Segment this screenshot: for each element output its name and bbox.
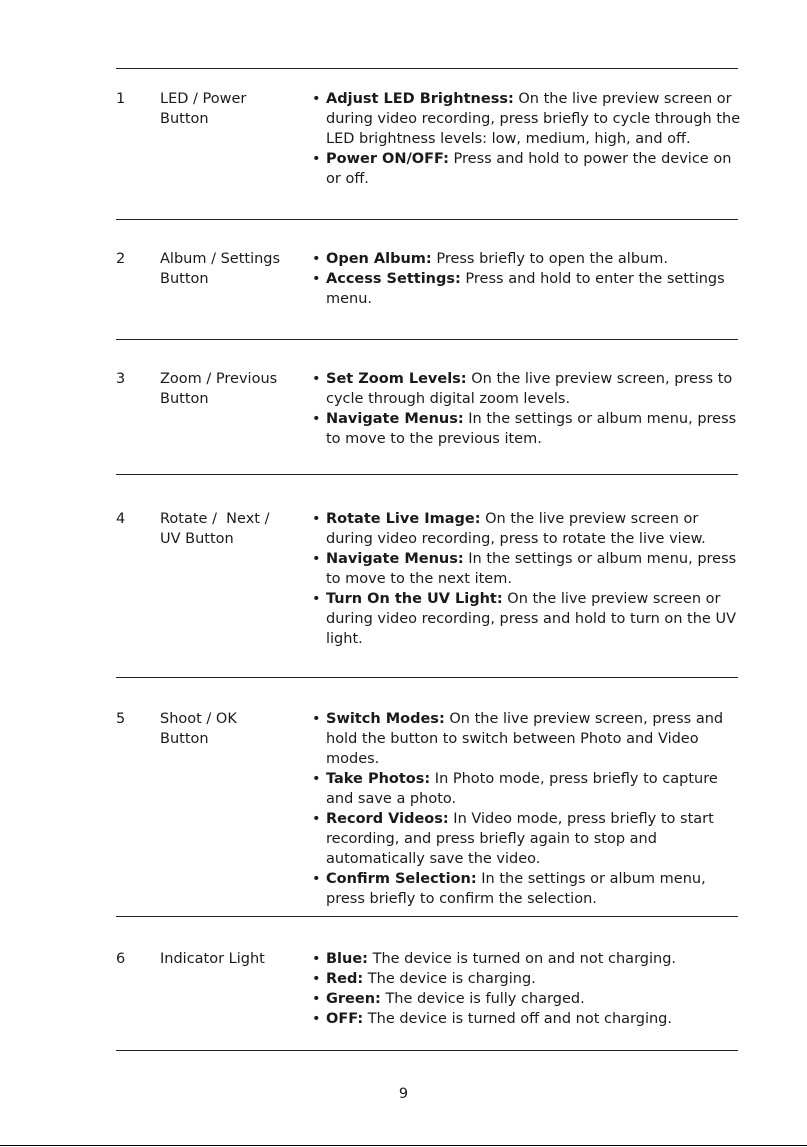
function-list (312, 249, 744, 309)
page-number: 9 (398, 1086, 409, 1102)
list-item: • Navigate Menus: In the settings or album menu, press to move to the next item. (312, 549, 744, 589)
list-item: • Confirm Selection: In the settings or album menu, press briefly to confirm the selection. (312, 869, 744, 909)
list-item: • Set Zoom Levels: On the live preview screen, press to cycle through digital zoom levels. (312, 369, 744, 409)
button-name: LED / Power Button (160, 91, 247, 127)
list-item: • Red: The device is charging. (312, 969, 744, 989)
row-divider (116, 677, 738, 678)
function-list (312, 89, 744, 189)
row-divider (116, 219, 738, 220)
row-number: 6 (116, 951, 126, 967)
button-name: Album / Settings Button (160, 251, 281, 287)
button-name: Zoom / Previous Button (160, 371, 278, 407)
row-divider (116, 916, 738, 917)
list-item: • Rotate Live Image: On the live preview screen or during video recording, press to rotate the live view. (312, 509, 744, 549)
row-number: 1 (116, 91, 126, 107)
list-item: • OFF: The device is turned off and not charging. (312, 1009, 744, 1029)
row-number: 3 (116, 371, 126, 387)
list-item: • Blue: The device is turned on and not charging. (312, 949, 744, 969)
list-item: • Turn On the UV Light: On the live preview screen or during video recording, press and hold to turn on the UV light. (312, 589, 744, 649)
function-list (312, 949, 744, 1029)
list-item: • Record Videos: In Video mode, press briefly to start recording, and press briefly again to stop and automatically save the video. (312, 809, 744, 869)
list-item: • Open Album: Press briefly to open the album. (312, 249, 744, 269)
list-item: • Adjust LED Brightness: On the live preview screen or during video recording, press briefly to cycle through the LED brightness levels: low, medium, high, and off. (312, 89, 744, 149)
function-list (312, 369, 744, 449)
list-item: • Access Settings: Press and hold to enter the settings menu. (312, 269, 744, 309)
row-number: 5 (116, 711, 126, 727)
table-top-rule (116, 68, 738, 69)
list-item: • Take Photos: In Photo mode, press briefly to capture and save a photo. (312, 769, 744, 809)
button-name: Shoot / OK Button (160, 711, 237, 747)
list-item: • Green: The device is fully charged. (312, 989, 744, 1009)
row-number: 4 (116, 511, 126, 527)
row-divider (116, 339, 738, 340)
button-name: Indicator Light (160, 951, 265, 967)
page-bottom-edge (0, 1145, 807, 1146)
list-item: • Power ON/OFF: Press and hold to power the device on or off. (312, 149, 744, 189)
button-name: Rotate / Next / UV Button (160, 511, 270, 547)
function-list (312, 709, 744, 909)
list-item: • Navigate Menus: In the settings or album menu, press to move to the previous item. (312, 409, 744, 449)
table-bottom-rule (116, 1050, 738, 1051)
function-list (312, 509, 744, 649)
row-divider (116, 474, 738, 475)
list-item: • Switch Modes: On the live preview screen, press and hold the button to switch between Photo and Video modes. (312, 709, 744, 769)
row-number: 2 (116, 251, 126, 267)
